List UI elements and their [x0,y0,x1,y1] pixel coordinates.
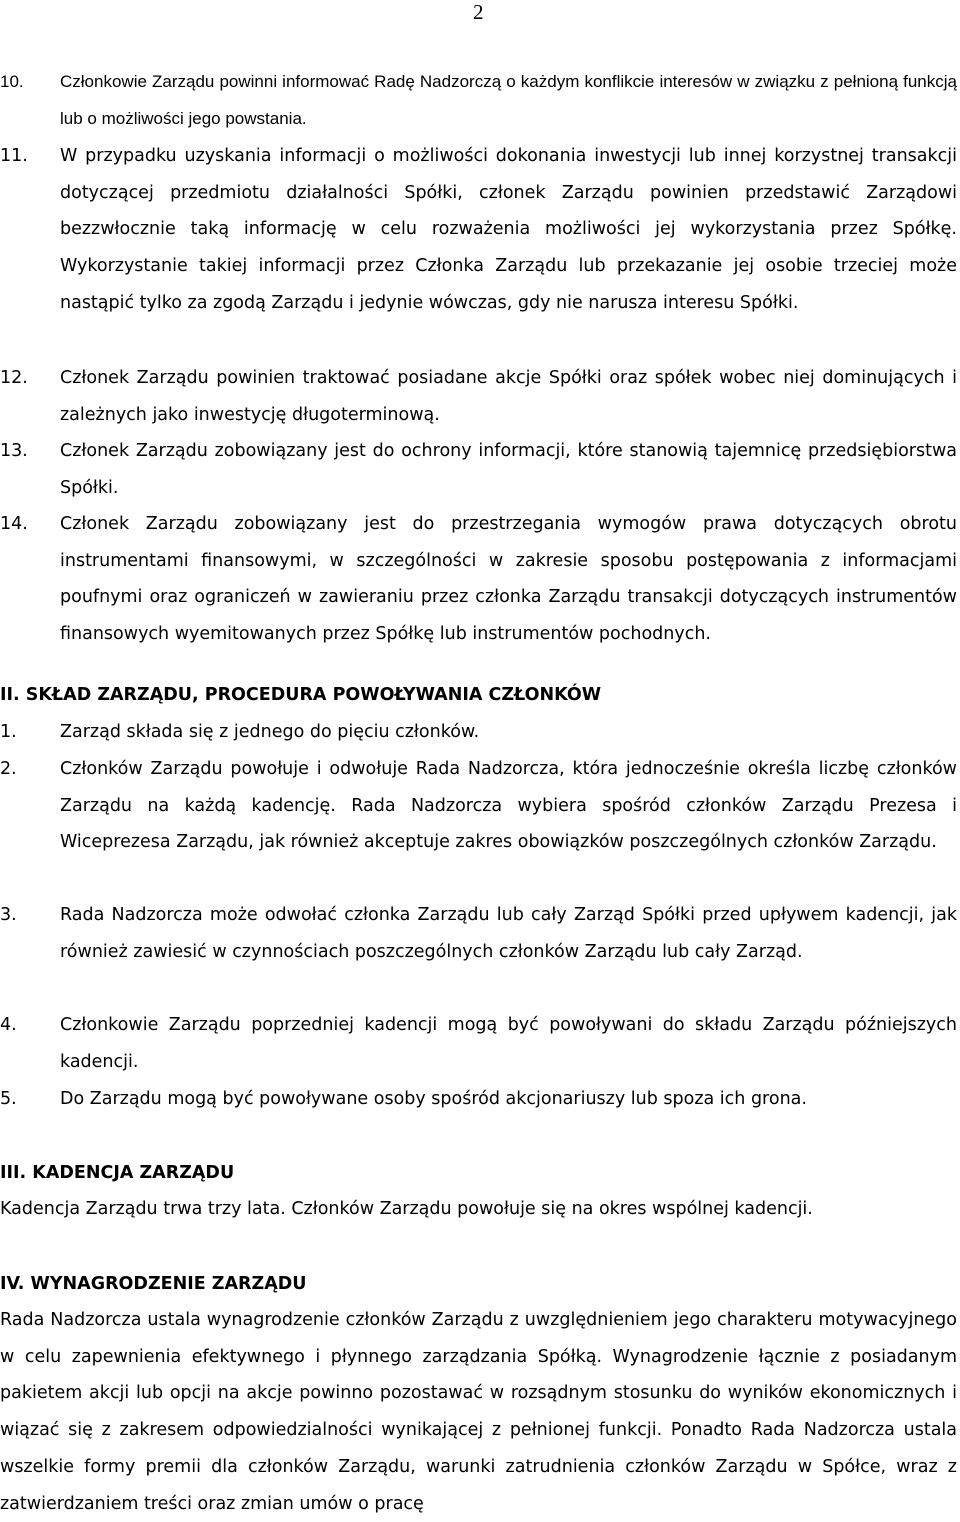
item-number: 1. [0,722,17,742]
item-number: 10. [0,72,24,91]
list-item [0,433,957,506]
paragraph: Kadencja Zarządu trwa trzy lata. Członków Zarządu powołuje się na okres wspólnej kadencji. [0,1199,813,1219]
item-text: Członek Zarządu zobowiązany jest do ochrony informacji, które stanowią tajemnicę przedsiębiorstwa Spółki. [60,441,957,498]
list-item [0,138,957,322]
list-item [0,897,957,970]
item-number: 2. [0,759,17,779]
item-text: Członek Zarządu zobowiązany jest do przestrzegania wymogów prawa dotyczących obrotu instrumentami finansowymi, w szczególności w zakresie sposobu postępowania z informacjami poufnymi oraz ograniczeń w zawieraniu przez członka Zarządu transakcji dotyczących instrumentów finansowych wyemitowanych przez Spółkę lub instrumentów pochodnych. [60,514,957,645]
list-item [0,64,957,137]
item-number: 3. [0,905,17,925]
list-item [0,1081,957,1118]
paragraph: Rada Nadzorcza ustala wynagrodzenie członków Zarządu z uwzględnieniem jego charakteru motywacyjnego w celu zapewnienia efektywnego i płynnego zarządzania Spółką. Wynagrodzenie łącznie z posiadanym pakietem akcji lub opcji na akcje powinno pozostawać w rozsądnym stosunku do wyników ekonomicznych i wiązać się z zakresem odpowiedzialności wynikającej z pełnionej funkcji. Ponadto Rada Nadzorcza ustala wszelkie formy premii dla członków Zarządu, warunki zatrudnienia członków Zarządu w Spółce, wraz z zatwierdzaniem treści oraz zmian umów o pracę [0,1310,957,1514]
item-number: 13. [0,441,28,461]
section-heading: II. SKŁAD ZARZĄDU, PROCEDURA POWOŁYWANIA CZŁONKÓW [0,685,602,705]
item-number: 4. [0,1015,17,1035]
page-number: 2 [473,0,484,24]
item-text: Członkowie Zarządu poprzedniej kadencji mogą być powoływani do składu Zarządu późniejszych kadencji. [60,1015,957,1072]
item-text: Zarząd składa się z jednego do pięciu członków. [60,722,480,742]
list-item [0,1007,957,1080]
section-heading: IV. WYNAGRODZENIE ZARZĄDU [0,1274,307,1294]
item-number: 14. [0,514,28,534]
list-item [0,360,957,433]
item-number: 12. [0,368,28,388]
item-number: 11. [0,146,28,166]
list-item [0,506,957,653]
item-text: Członków Zarządu powołuje i odwołuje Rada Nadzorcza, która jednocześnie określa liczbę członków Zarządu na każdą kadencję. Rada Nadzorcza wybiera spośród członków Zarządu Prezesa i Wiceprezesa Zarządu, jak również akceptuje zakres obowiązków poszczególnych członków Zarządu. [60,759,957,853]
section-heading: III. KADENCJA ZARZĄDU [0,1163,235,1183]
item-text: W przypadku uzyskania informacji o możliwości dokonania inwestycji lub innej korzystnej transakcji dotyczącej przedmiotu działalności Spółki, członek Zarządu powinien przedstawić Zarządowi bezzwłocznie taką informację w celu rozważenia możliwości jej wykorzystania przez Spółkę. Wykorzystanie takiej informacji przez Członka Zarządu lub przekazanie jej osobie trzeciej może nastąpić tylko za zgodą Zarządu i jedynie wówczas, gdy nie narusza interesu Spółki. [60,146,957,313]
item-text: Członek Zarządu powinien traktować posiadane akcje Spółki oraz spółek wobec niej dominujących i zależnych jako inwestycję długoterminową. [60,368,957,425]
list-item [0,751,957,861]
list-item [0,714,957,751]
item-number: 5. [0,1089,17,1109]
item-text: Do Zarządu mogą być powoływane osoby spośród akcjonariuszy lub spoza ich grona. [60,1089,807,1109]
item-text: Członkowie Zarządu powinni informować Radę Nadzorczą o każdym konflikcie interesów w związku z pełnioną funkcją lub o możliwości jego powstania. [60,72,957,128]
item-text: Rada Nadzorcza może odwołać członka Zarządu lub cały Zarząd Spółki przed upływem kadencji, jak również zawiesić w czynnościach poszczególnych członków Zarządu lub cały Zarząd. [60,905,957,962]
